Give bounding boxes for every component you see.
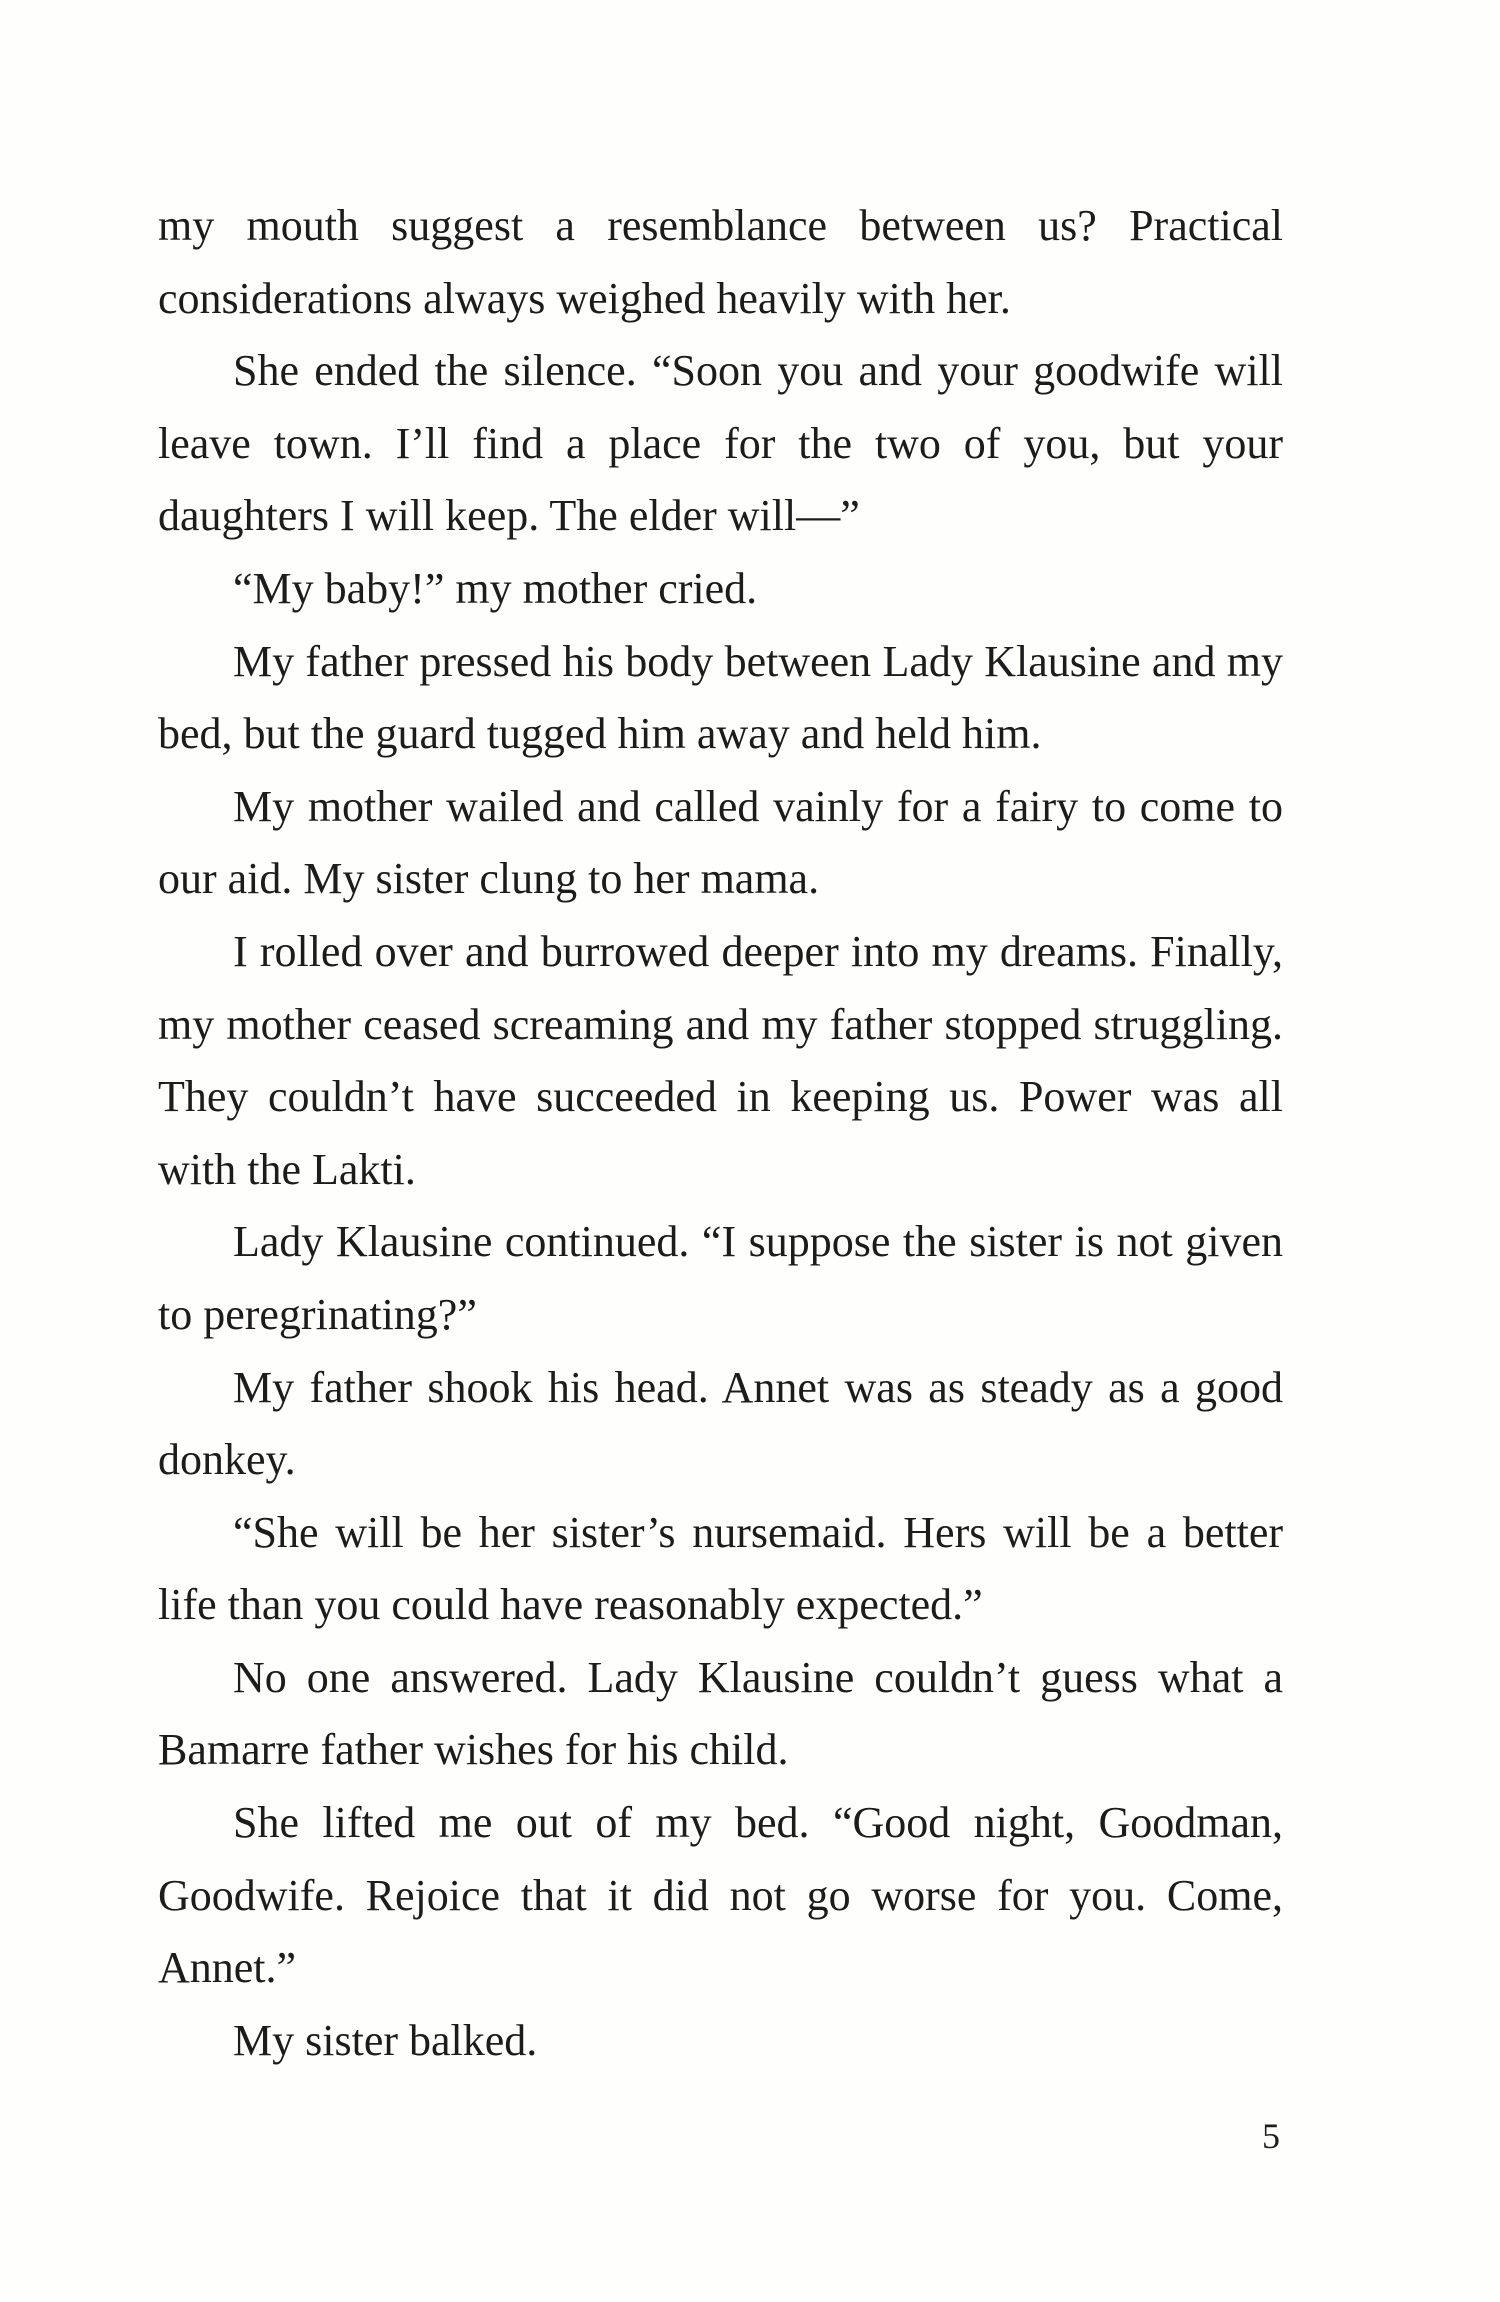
paragraph: “My baby!” my mother cried.: [233, 563, 758, 613]
paragraph: My father pressed his body between Lady Klausine and my bed, but the guard tugged him away and held him.: [158, 636, 1283, 759]
page-number: 5: [1262, 2116, 1280, 2156]
paragraph: She ended the silence. “Soon you and your goodwife will leave town. I’ll find a place for the two of you, but your daughters I will keep. The elder will—”: [158, 346, 1283, 541]
paragraph: She lifted me out of my bed. “Good night, Goodman, Goodwife. Rejoice that it did not go worse for you. Come, Annet.”: [158, 1798, 1283, 1993]
paragraph: Lady Klausine continued. “I suppose the sister is not given to peregrinating?”: [158, 1217, 1283, 1339]
body-text: [158, 190, 1283, 2077]
paragraph: my mouth suggest a resemblance between us? Practical considerations always weighed heavily with her.: [158, 201, 1283, 323]
paragraph: My mother wailed and called vainly for a fairy to come to our aid. My sister clung to her mama.: [158, 781, 1283, 904]
paragraph: My father shook his head. Annet was as steady as a good donkey.: [158, 1362, 1283, 1485]
paragraph: “She will be her sister’s nursemaid. Hers will be a better life than you could have reasonably expected.”: [158, 1507, 1283, 1630]
paragraph: I rolled over and burrowed deeper into my dreams. Finally, my mother ceased screaming and my father stopped struggling. They couldn’t have succeeded in keeping us. Power was all with the Lakti.: [158, 926, 1283, 1194]
paragraph: My sister balked.: [233, 2015, 538, 2065]
paragraph: No one answered. Lady Klausine couldn’t guess what a Bamarre father wishes for his child.: [158, 1652, 1283, 1775]
